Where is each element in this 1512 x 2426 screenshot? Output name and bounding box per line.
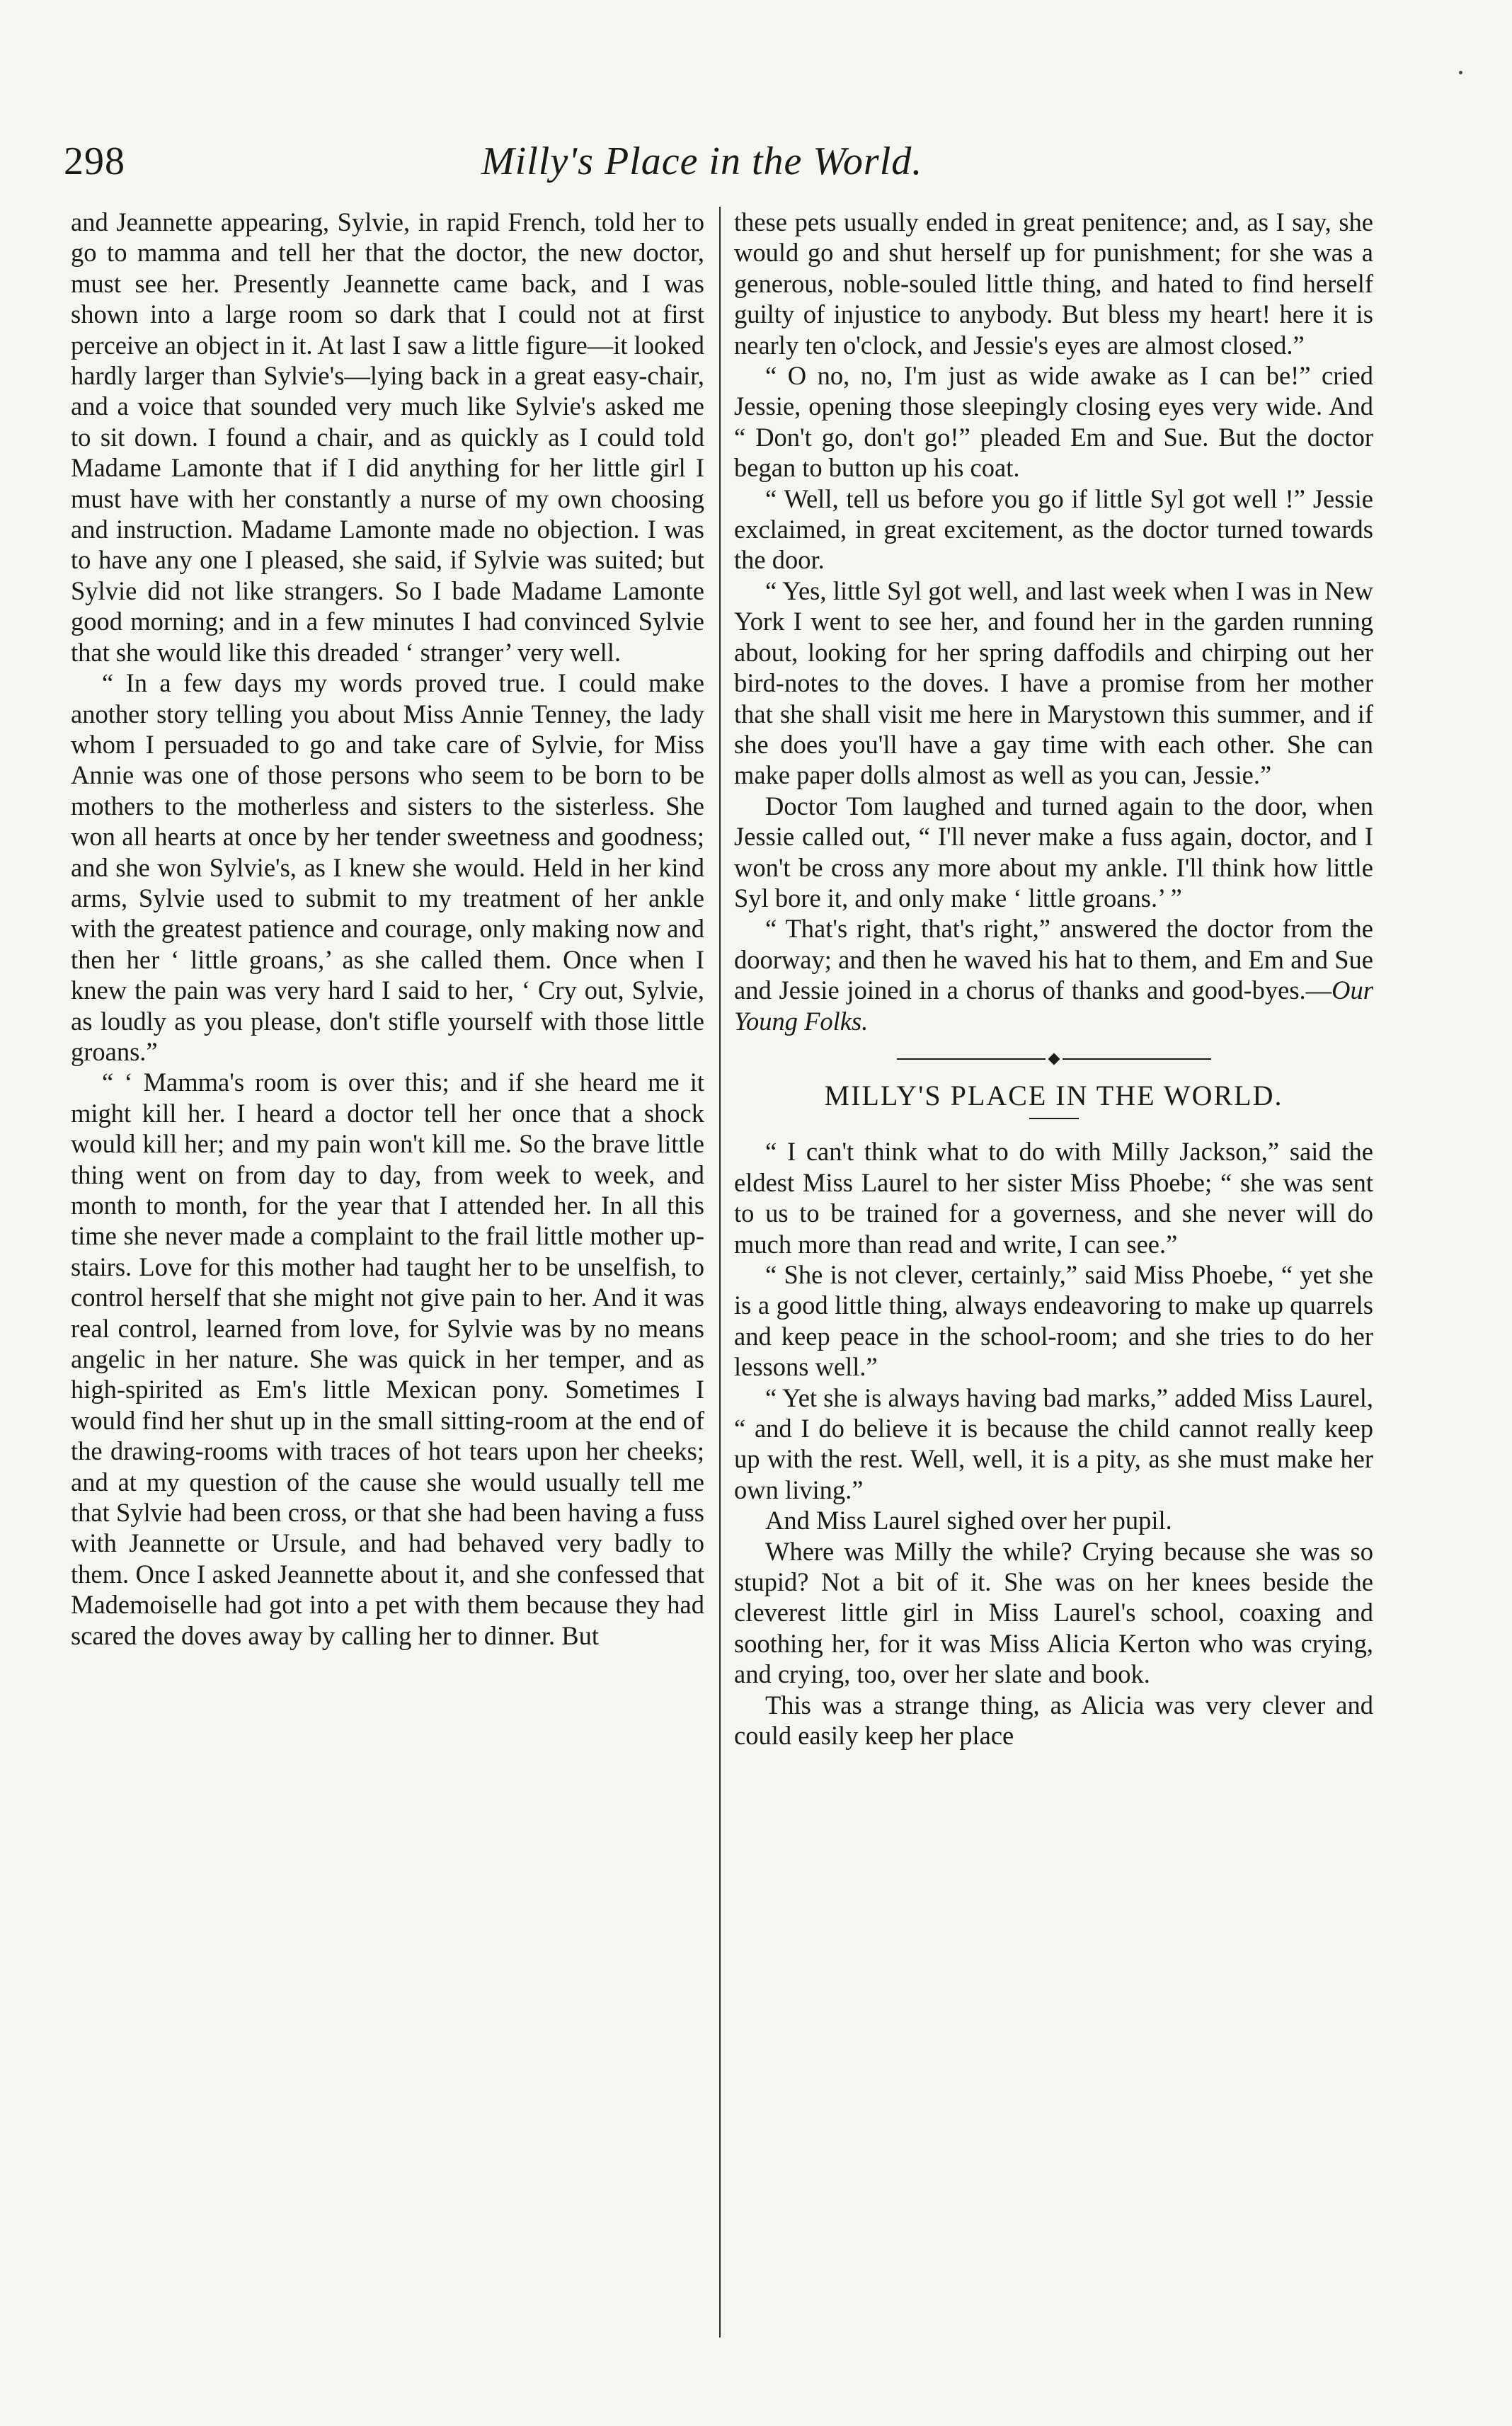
paragraph: “ I can't think what to do with Milly Jackson,” said the eldest Miss Laurel to her sister Miss Phoebe; “ she was sent to us to be trained for a governess, and she never will do much more than read and write, I can see.” [734,1137,1373,1259]
page-header [64,139,1399,195]
ornament-diamond [1048,1053,1060,1065]
paragraph: Where was Milly the while? Crying because she was so stupid? Not a bit of it. She was on her knees beside the cleverest little girl in Miss Laurel's school, coaxing and soothing her, for it was Miss Alicia Kerton who was crying, and crying, too, over her slate and book. [734,1536,1373,1689]
title-rule [1029,1118,1079,1119]
column-divider [719,207,721,2338]
section-ornament [734,1052,1373,1066]
ornament-line-left [897,1058,1046,1060]
paragraph: “ Yet she is always having bad marks,” added Miss Laurel, “ and I do believe it is because the child cannot really keep up with the rest. Well, well, it is a pity, as she must make her own living.” [734,1383,1373,1504]
left-column [71,207,704,2352]
closing-paragraph [734,913,1373,1036]
running-title: Milly's Place in the World. [481,139,923,183]
paragraph: And Miss Laurel sighed over her pupil. [765,1506,1172,1535]
right-column [734,207,1373,2352]
paragraph: “ ‘ Mamma's room is over this; and if she heard me it might kill her. I heard a doctor tell her once that a shock would kill her; and my pain won't kill me. So the brave little thing went on from day to day, from week to week, and month to month, for the year that I attended her. In all this time she never made a complaint to the frail little mother up-stairs. Love for this mother had taught her to be unselfish, to control herself that she might not give pain to her. And it was real control, learned from love, for Sylvie was by no means angelic in her nature. She was quick in her temper, and as high-spirited as Em's little Mexican pony. Sometimes I would find her shut up in the small sitting-room at the end of the drawing-rooms with traces of hot tears upon her cheeks; and at my question of the cause she would usually tell me that Sylvie had been cross, or that she had been having a fuss with Jeannette or Ursule, and had behaved very badly to them. Once I asked Jeannette about it, and she confessed that Mademoiselle had got into a pet with them because they had scared the doves away by calling her to dinner. But [71,1068,704,1650]
closing-text: “ That's right, that's right,” answered the doctor from the doorway; and then he waved his hat to them, and Em and Sue and Jessie joined in a chorus of thanks and good-byes.— [734,914,1373,1005]
section-title: MILLY'S PLACE IN THE WORLD. [824,1079,1283,1111]
print-speck [1459,71,1462,74]
paragraph: “ She is not clever, certainly,” said Miss Phoebe, “ yet she is a good little thing, always endeavoring to make up quarrels and keep peace in the school-room; and she tries to do her lessons well.” [734,1260,1373,1382]
text-columns [71,207,1373,2352]
paragraph: “ Well, tell us before you go if little Syl got well !” Jessie exclaimed, in great excitement, as the doctor turned towards the door. [734,484,1373,575]
paragraph: and Jeannette appearing, Sylvie, in rapid French, told her to go to mamma and tell her that the doctor, the new doctor, must see her. Presently Jeannette came back, and I was shown into a large room so dark that I could not at first perceive an object in it. At last I saw a little figure—it looked hardly larger than Sylvie's—lying back in a great easy-chair, and a voice that sounded very much like Sylvie's asked me to sit down. I found a chair, and as quickly as I could told Madame Lamonte that if I did anything for her little girl I must have with her constantly a nurse of my own choosing and instruction. Madame Lamonte made no objection. I was to have any one I pleased, she said, if Sylvie was suited; but Sylvie did not like strangers. So I bade Madame Lamonte good morning; and in a few minutes I had convinced Sylvie that she would like this dreaded ‘ stranger’ very well. [71,207,704,667]
page-number: 298 [64,139,125,183]
paragraph: Doctor Tom laughed and turned again to the door, when Jessie called out, “ I'll never make a fuss again, doctor, and I won't be cross any more about my ankle. I'll think how little Syl bore it, and only make ‘ little groans.’ ” [734,791,1373,912]
paragraph: “ Yes, little Syl got well, and last week when I was in New York I went to see her, and found her in the garden running about, looking for her spring daffodils and chirping out her bird-notes to the doves. I have a promise from her mother that she shall visit me here in Marystown this summer, and if she does you'll have a gay time with each other. She can make paper dolls almost as well as you can, Jessie.” [734,576,1373,790]
ornament-line-right [1063,1058,1211,1060]
paragraph: these pets usually ended in great penitence; and, as I say, she would go and shut herself up for punishment; for she was a generous, noble-souled little thing, and hated to find herself guilty of injustice to anybody. But bless my heart! here it is nearly ten o'clock, and Jessie's eyes are almost closed.” [734,207,1373,360]
source-credit: Our Young Folks. [734,975,1373,1036]
paragraph: This was a strange thing, as Alicia was very clever and could easily keep her place [734,1690,1373,1751]
paragraph: “ In a few days my words proved true. I could make another story telling you about Miss Annie Tenney, the lady whom I persuaded to go and take care of Sylvie, for Miss Annie was one of those persons who seem to be born to be mothers to the motherless and sisters to the sisterless. She won all hearts at once by her tender sweetness and goodness; and she won Sylvie's, as I knew she would. Held in her kind arms, Sylvie used to submit to my treatment of her ankle with the greatest patience and courage, only making now and then her ‘ little groans,’ as she called them. Once when I knew the pain was very hard I said to her, ‘ Cry out, Sylvie, as loudly as you please, don't stifle yourself with those little groans.” [71,668,704,1066]
paragraph: “ O no, no, I'm just as wide awake as I can be!” cried Jessie, opening those sleepingly closing eyes very wide. And “ Don't go, don't go!” pleaded Em and Sue. But the doctor began to button up his coat. [734,361,1373,483]
